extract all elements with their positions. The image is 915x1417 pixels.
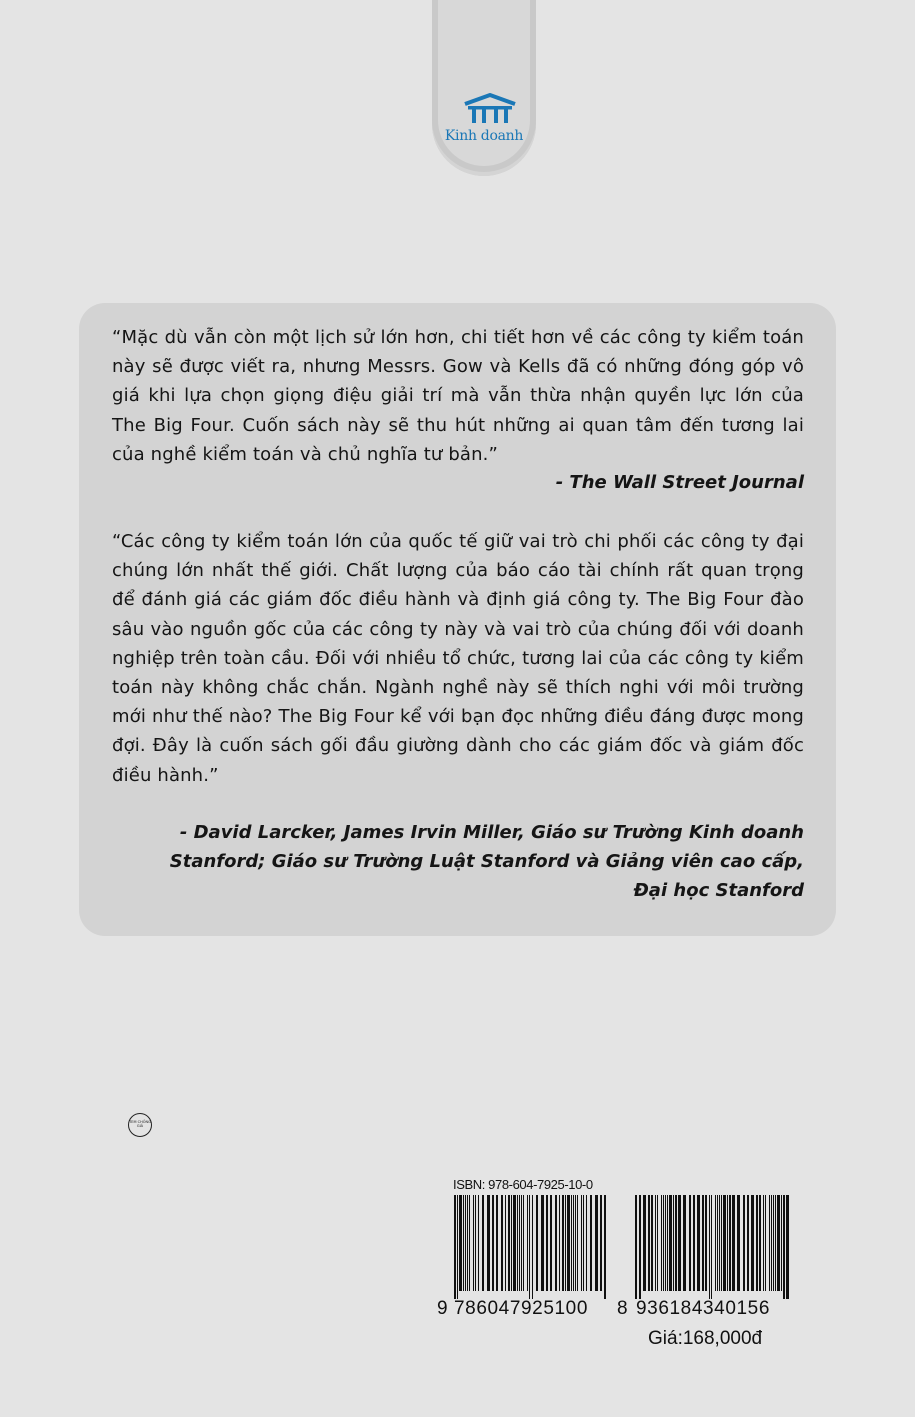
publisher-logo-text: Kinh doanh: [444, 128, 524, 144]
isbn-label: ISBN: 978-604-7925-10-0: [453, 1177, 593, 1192]
publisher-house-icon: [463, 93, 517, 125]
quote-wsj-attribution: - The Wall Street Journal: [555, 472, 804, 493]
product-barcode-digits: 936184340156: [636, 1298, 771, 1319]
product-barcode: [633, 1195, 791, 1299]
isbn-barcode-lead-digit: 9: [437, 1298, 449, 1319]
quote-wsj: “Mặc dù vẫn còn một lịch sử lớn hơn, chi tiết hơn về các công ty kiểm toán này sẽ được viết ra, nhưng Messrs. Gow và Kells đã có những đóng góp vô giá khi lựa chọn giọng điệu giải trí mà vẫn thừa nhận quyền lực lớn của The Big Four. Cuốn sách này sẽ thu hút những ai quan tâm đến tương lai của nghề kiểm toán và chủ nghĩa tư bản.”: [112, 327, 804, 465]
publisher-logo-tab: [432, 0, 536, 176]
isbn-barcode-digits: 786047925100: [454, 1298, 589, 1319]
anti-counterfeit-stamp: TEM CHỐNG GIẢ: [128, 1113, 152, 1137]
quote-stanford-attribution: - David Larcker, James Irvin Miller, Giáo sư Trường Kinh doanh Stanford; Giáo sư Trường Luật Stanford và Giảng viên cao cấp, Đại học Stanford: [169, 822, 804, 902]
product-barcode-lead-digit: 8: [617, 1298, 629, 1319]
price-label: Giá:168,000đ: [648, 1328, 763, 1349]
isbn-barcode: [452, 1195, 610, 1299]
quote-card: [79, 303, 836, 936]
quote-stanford: “Các công ty kiểm toán lớn của quốc tế giữ vai trò chi phối các công ty đại chúng lớn nhất thế giới. Chất lượng của báo cáo tài chính rất quan trọng để đánh giá các giám đốc điều hành và định giá công ty. The Big Four đào sâu vào nguồn gốc của các công ty này và vai trò của chúng đối với doanh nghiệp trên toàn cầu. Đối với nhiều tổ chức, tương lai của các công ty kiểm toán này không chắc chắn. Ngành nghề này sẽ thích nghi với môi trường mới như thế nào? The Big Four kể với bạn đọc những điều đáng được mong đợi. Đây là cuốn sách gối đầu giường dành cho các giám đốc và giám đốc điều hành.”: [112, 531, 804, 786]
